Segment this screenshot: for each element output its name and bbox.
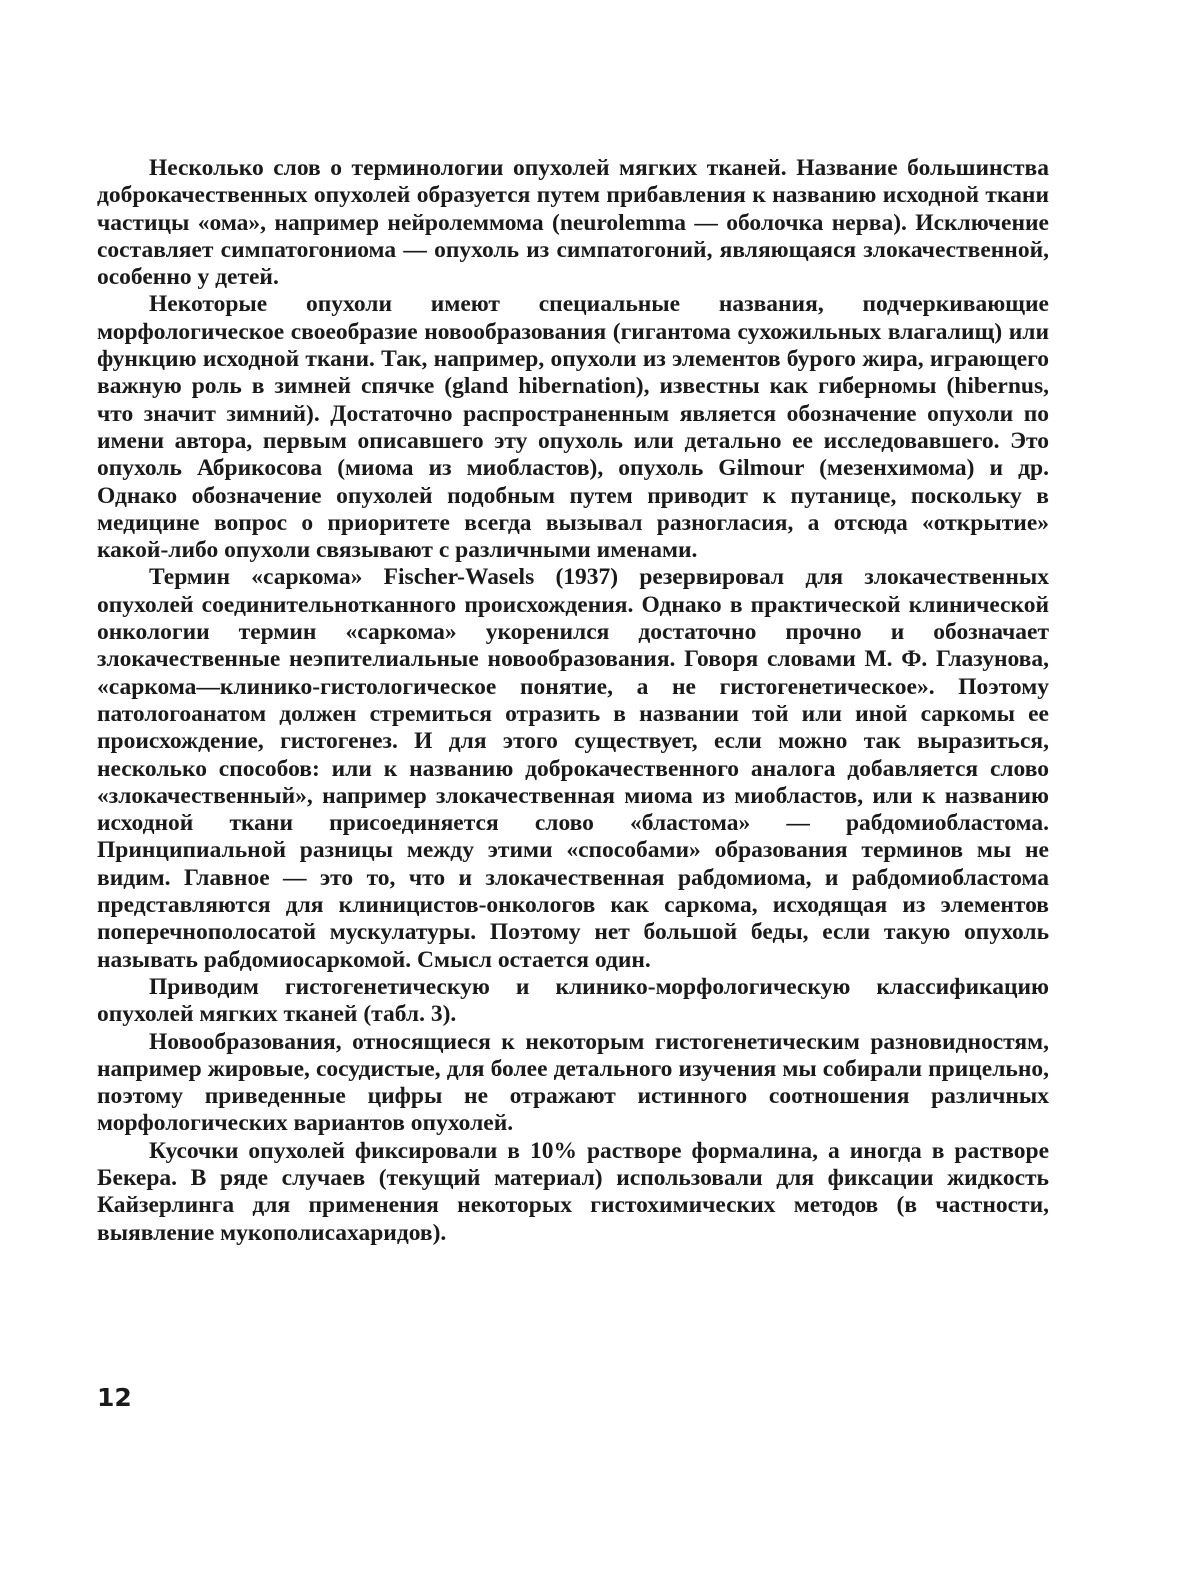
paragraph-classification: Приводим гистогенетическую и клинико-морфологическую классификацию опухолей мягких тканей (табл. 3). [97, 973, 1049, 1028]
paragraph-special-names: Некоторые опухоли имеют специальные названия, подчеркивающие морфологическое своеобразие новообразования (гигантома сухожильных влагалищ) или функцию исходной ткани. Так, например, опухоли из элементов бурого жира, играющего важную роль в зимней спячке (gland hibernation), известны как гиберномы (hibernus, что значит зимний). Достаточно распространенным является обозначение опухоли по имени автора, первым описавшего эту опухоль или детально ее исследовавшего. Это опухоль Абрикосова (миома из миобластов), опухоль Gilmour (мезенхимома) и др. Однако обозначение опухолей подобным путем приводит к путанице, поскольку в медицине вопрос о приоритете всегда вызывал разногласия, а отсюда «открытие» какой-либо опухоли связывают с различными именами. [97, 291, 1049, 564]
paragraph-sarcoma-term: Термин «саркома» Fischer-Wasels (1937) резервировал для злокачественных опухолей соединительнотканного происхождения. Однако в практической клинической онкологии термин «саркома» укоренился достаточно прочно и обозначает злокачественные неэпителиальные новообразования. Говоря словами М. Ф. Глазунова, «саркома—клинико-гистологическое понятие, а не гистогенетическое». Поэтому патологоанатом должен стремиться отразить в названии той или иной саркомы ее происхождение, гистогенез. И для этого существует, если можно так выразиться, несколько способов: или к названию доброкачественного аналога добавляется слово «злокачественный», например злокачественная миома из миобластов, или к названию исходной ткани присоединяется слово «бластома» — рабдомиобластома. Принципиальной разницы между этими «способами» образования терминов мы не видим. Главное — это то, что и злокачественная рабдомиома, и рабдомиобластома представляются для клиницистов-онкологов как саркома, исходящая из элементов поперечнополосатой мускулатуры. Поэтому нет большой беды, если такую опухоль называть рабдомиосаркомой. Смысл остается один. [97, 564, 1049, 973]
page-number: 12 [97, 1383, 132, 1412]
paragraph-neoplasms: Новообразования, относящиеся к некоторым гистогенетическим разновидностям, например жировые, сосудистые, для более детального изучения мы собирали прицельно, поэтому приведенные цифры не отражают истинного соотношения различных морфологических вариантов опухолей. [97, 1028, 1049, 1137]
paragraph-terminology: Несколько слов о терминологии опухолей мягких тканей. Название большинства доброкачественных опухолей образуется путем прибавления к названию исходной ткани частицы «ома», например нейролеммома (neurolemma — оболочка нерва). Исключение составляет симпатогониома — опухоль из симпатогоний, являющаяся злокачественной, особенно у детей. [97, 155, 1049, 291]
body-text [97, 155, 1049, 1247]
paragraph-fixation: Кусочки опухолей фиксировали в 10% растворе формалина, а иногда в растворе Бекера. В ряде случаев (текущий материал) использовали для фиксации жидкость Кайзерлинга для применения некоторых гистохимических методов (в частности, выявление мукополисахаридов). [97, 1137, 1049, 1246]
